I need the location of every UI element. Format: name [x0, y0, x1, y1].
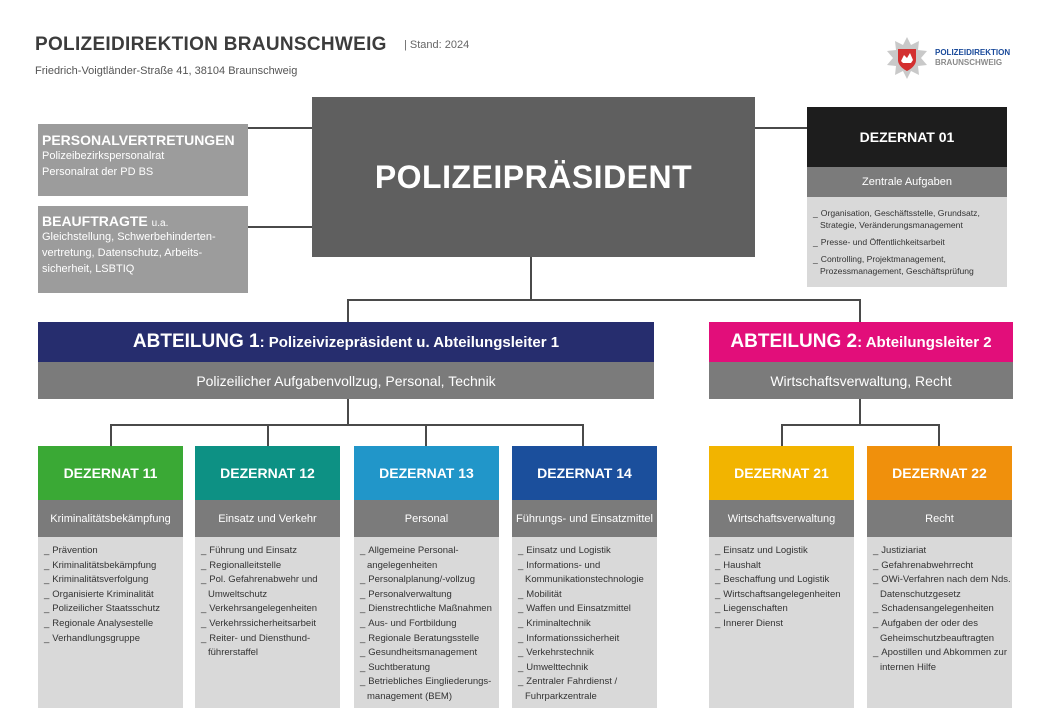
list-item: _ Kriminalitätsverfolgung — [44, 573, 183, 588]
polizeipraesident-box: POLIZEIPRÄSIDENT — [312, 97, 755, 257]
page-title: POLIZEIDIREKTION BRAUNSCHWEIG — [35, 34, 387, 55]
list-item: _ Einsatz und Logistik — [518, 544, 657, 559]
beauftragte-title — [42, 213, 244, 229]
connector — [248, 127, 312, 129]
list-item: _ Organisation, Geschäftsstelle, Grundsatz, Strategie, Veränderungsmanagement — [813, 207, 1007, 231]
dezernat-01-list — [807, 197, 1007, 287]
stand-date: | Stand: 2024 — [404, 39, 470, 51]
list-item: _ Presse- und Öffentlichkeitsarbeit — [813, 236, 1007, 248]
dezernat-13-list — [354, 537, 499, 708]
list-item: _ Regionale Beratungsstelle — [360, 632, 499, 647]
list-item: _ Allgemeine Personal-angelegenheiten — [360, 544, 499, 573]
list-item: _ Personalverwaltung — [360, 588, 499, 603]
list-item: _ Liegenschaften — [715, 602, 854, 617]
list-item: _ Mobilität — [518, 588, 657, 603]
list-item: _ Zentraler Fahrdienst / Fuhrparkzentrale — [518, 675, 657, 704]
connector — [938, 424, 940, 446]
list-item: _ Verhandlungsgruppe — [44, 632, 183, 647]
list-item: _ Suchtberatung — [360, 661, 499, 676]
dezernat-11-title: DEZERNAT 11 — [38, 446, 183, 500]
dezernat-12-subtitle: Einsatz und Verkehr — [195, 500, 340, 537]
list-item: _ Kriminalitätsbekämpfung — [44, 559, 183, 574]
beauftragte-line: vertretung, Datenschutz, Arbeits- — [42, 247, 203, 259]
dezernat-12-title: DEZERNAT 12 — [195, 446, 340, 500]
dezernat-22-subtitle: Recht — [867, 500, 1012, 537]
list-item: _ Polizeilicher Staatsschutz — [44, 602, 183, 617]
beauftragte-suffix: u.a. — [151, 218, 169, 229]
connector — [859, 399, 861, 425]
list-item: _ Aufgaben der oder des Geheimschutzbeauftragten — [873, 617, 1012, 646]
list-item: _ Verkehrssicherheitsarbeit — [201, 617, 340, 632]
logo — [885, 36, 1015, 80]
list-item: _ Organisierte Kriminalität — [44, 588, 183, 603]
connector — [267, 424, 269, 446]
dezernat-13-title: DEZERNAT 13 — [354, 446, 499, 500]
list-item: _ Führung und Einsatz — [201, 544, 340, 559]
connector — [110, 424, 584, 426]
connector — [347, 299, 861, 301]
connector — [781, 424, 940, 426]
personalvertretungen-box — [38, 124, 248, 196]
list-item: _ Umwelttechnik — [518, 661, 657, 676]
connector — [425, 424, 427, 446]
dezernat-01-title: DEZERNAT 01 — [807, 107, 1007, 167]
connector — [755, 127, 807, 129]
list-item: _ Waffen und Einsatzmittel — [518, 602, 657, 617]
connector — [859, 299, 861, 322]
dezernat-21-list — [709, 537, 854, 708]
abteilung-1-rest: : Polizeivizepräsident u. Abteilungsleiter 1 — [259, 333, 560, 351]
connector — [781, 424, 783, 446]
dezernat-13-subtitle: Personal — [354, 500, 499, 537]
list-item: _ Informations- und Kommunikationstechnologie — [518, 559, 657, 588]
list-item: _ Kriminaltechnik — [518, 617, 657, 632]
list-item: _ Verkehrstechnik — [518, 646, 657, 661]
list-item: _ Wirtschaftsangelegenheiten — [715, 588, 854, 603]
police-star-icon — [885, 36, 929, 80]
address: Friedrich-Voigtländer-Straße 41, 38104 Braunschweig — [35, 65, 298, 77]
dezernat-21-subtitle: Wirtschaftsverwaltung — [709, 500, 854, 537]
list-item: _ Innerer Dienst — [715, 617, 854, 632]
dezernat-11-subtitle: Kriminalitätsbekämpfung — [38, 500, 183, 537]
abteilung-1-label: ABTEILUNG 1 — [132, 331, 260, 352]
list-item: _ Personalplanung/-vollzug — [360, 573, 499, 588]
abteilung-2-header — [709, 322, 1013, 362]
dezernat-11-list — [38, 537, 183, 708]
logo-line1: POLIZEIDIREKTION — [935, 48, 1011, 57]
logo-line2: BRAUNSCHWEIG — [935, 58, 1003, 67]
beauftragte-line: sicherheit, LSBTIQ — [42, 263, 135, 275]
dezernat-14-subtitle: Führungs- und Einsatzmittel — [512, 500, 657, 537]
list-item: _ Justiziariat — [873, 544, 1012, 559]
list-item: _ Apostillen und Abkommen zur internen Hilfe — [873, 646, 1012, 675]
abteilung-2-rest: : Abteilungsleiter 2 — [857, 333, 992, 351]
abteilung-2-label: ABTEILUNG 2 — [730, 331, 858, 352]
connector — [530, 257, 532, 300]
dezernat-01-subtitle: Zentrale Aufgaben — [807, 167, 1007, 197]
list-item: _ Aus- und Fortbildung — [360, 617, 499, 632]
abteilung-1-subtitle: Polizeilicher Aufgabenvollzug, Personal, Technik — [38, 362, 654, 399]
beauftragte-line: Gleichstellung, Schwerbehinderten- — [42, 231, 216, 243]
list-item: _ Gesundheitsmanagement — [360, 646, 499, 661]
connector — [347, 399, 349, 425]
list-item: _ Controlling, Projektmanagement, Prozessmanagement, Geschäftsprüfung — [813, 253, 1007, 277]
list-item: _ Pol. Gefahrenabwehr und Umweltschutz — [201, 573, 340, 602]
dezernat-22-title: DEZERNAT 22 — [867, 446, 1012, 500]
connector — [347, 299, 349, 322]
dezernat-22-list — [867, 537, 1012, 708]
beauftragte-box — [38, 206, 248, 293]
list-item: _ Haushalt — [715, 559, 854, 574]
list-item: _ Beschaffung und Logistik — [715, 573, 854, 588]
connector — [248, 226, 312, 228]
personalvertretungen-title: PERSONALVERTRETUNGEN — [42, 132, 235, 148]
list-item: _ Gefahrenabwehrrecht — [873, 559, 1012, 574]
abteilung-2-subtitle: Wirtschaftsverwaltung, Recht — [709, 362, 1013, 399]
connector — [110, 424, 112, 446]
personalvertretungen-line: Personalrat der PD BS — [42, 166, 154, 178]
personalvertretungen-line: Polizeibezirkspersonalrat — [42, 150, 165, 162]
connector — [582, 424, 584, 446]
list-item: _ Betriebliches Eingliederungs-management (BEM) — [360, 675, 499, 704]
list-item: _ Dienstrechtliche Maßnahmen — [360, 602, 499, 617]
list-item: _ Regionalleitstelle — [201, 559, 340, 574]
beauftragte-title-text: BEAUFTRAGTE — [42, 213, 148, 229]
list-item: _ Prävention — [44, 544, 183, 559]
abteilung-1-header — [38, 322, 654, 362]
dezernat-14-title: DEZERNAT 14 — [512, 446, 657, 500]
list-item: _ Schadensangelegenheiten — [873, 602, 1012, 617]
dezernat-12-list — [195, 537, 340, 708]
dezernat-21-title: DEZERNAT 21 — [709, 446, 854, 500]
list-item: _ OWi-Verfahren nach dem Nds. Datenschutzgesetz — [873, 573, 1012, 602]
list-item: _ Einsatz und Logistik — [715, 544, 854, 559]
dezernat-14-list — [512, 537, 657, 708]
list-item: _ Reiter- und Diensthund-führerstaffel — [201, 632, 340, 661]
list-item: _ Informationssicherheit — [518, 632, 657, 647]
list-item: _ Verkehrsangelegenheiten — [201, 602, 340, 617]
list-item: _ Regionale Analysestelle — [44, 617, 183, 632]
